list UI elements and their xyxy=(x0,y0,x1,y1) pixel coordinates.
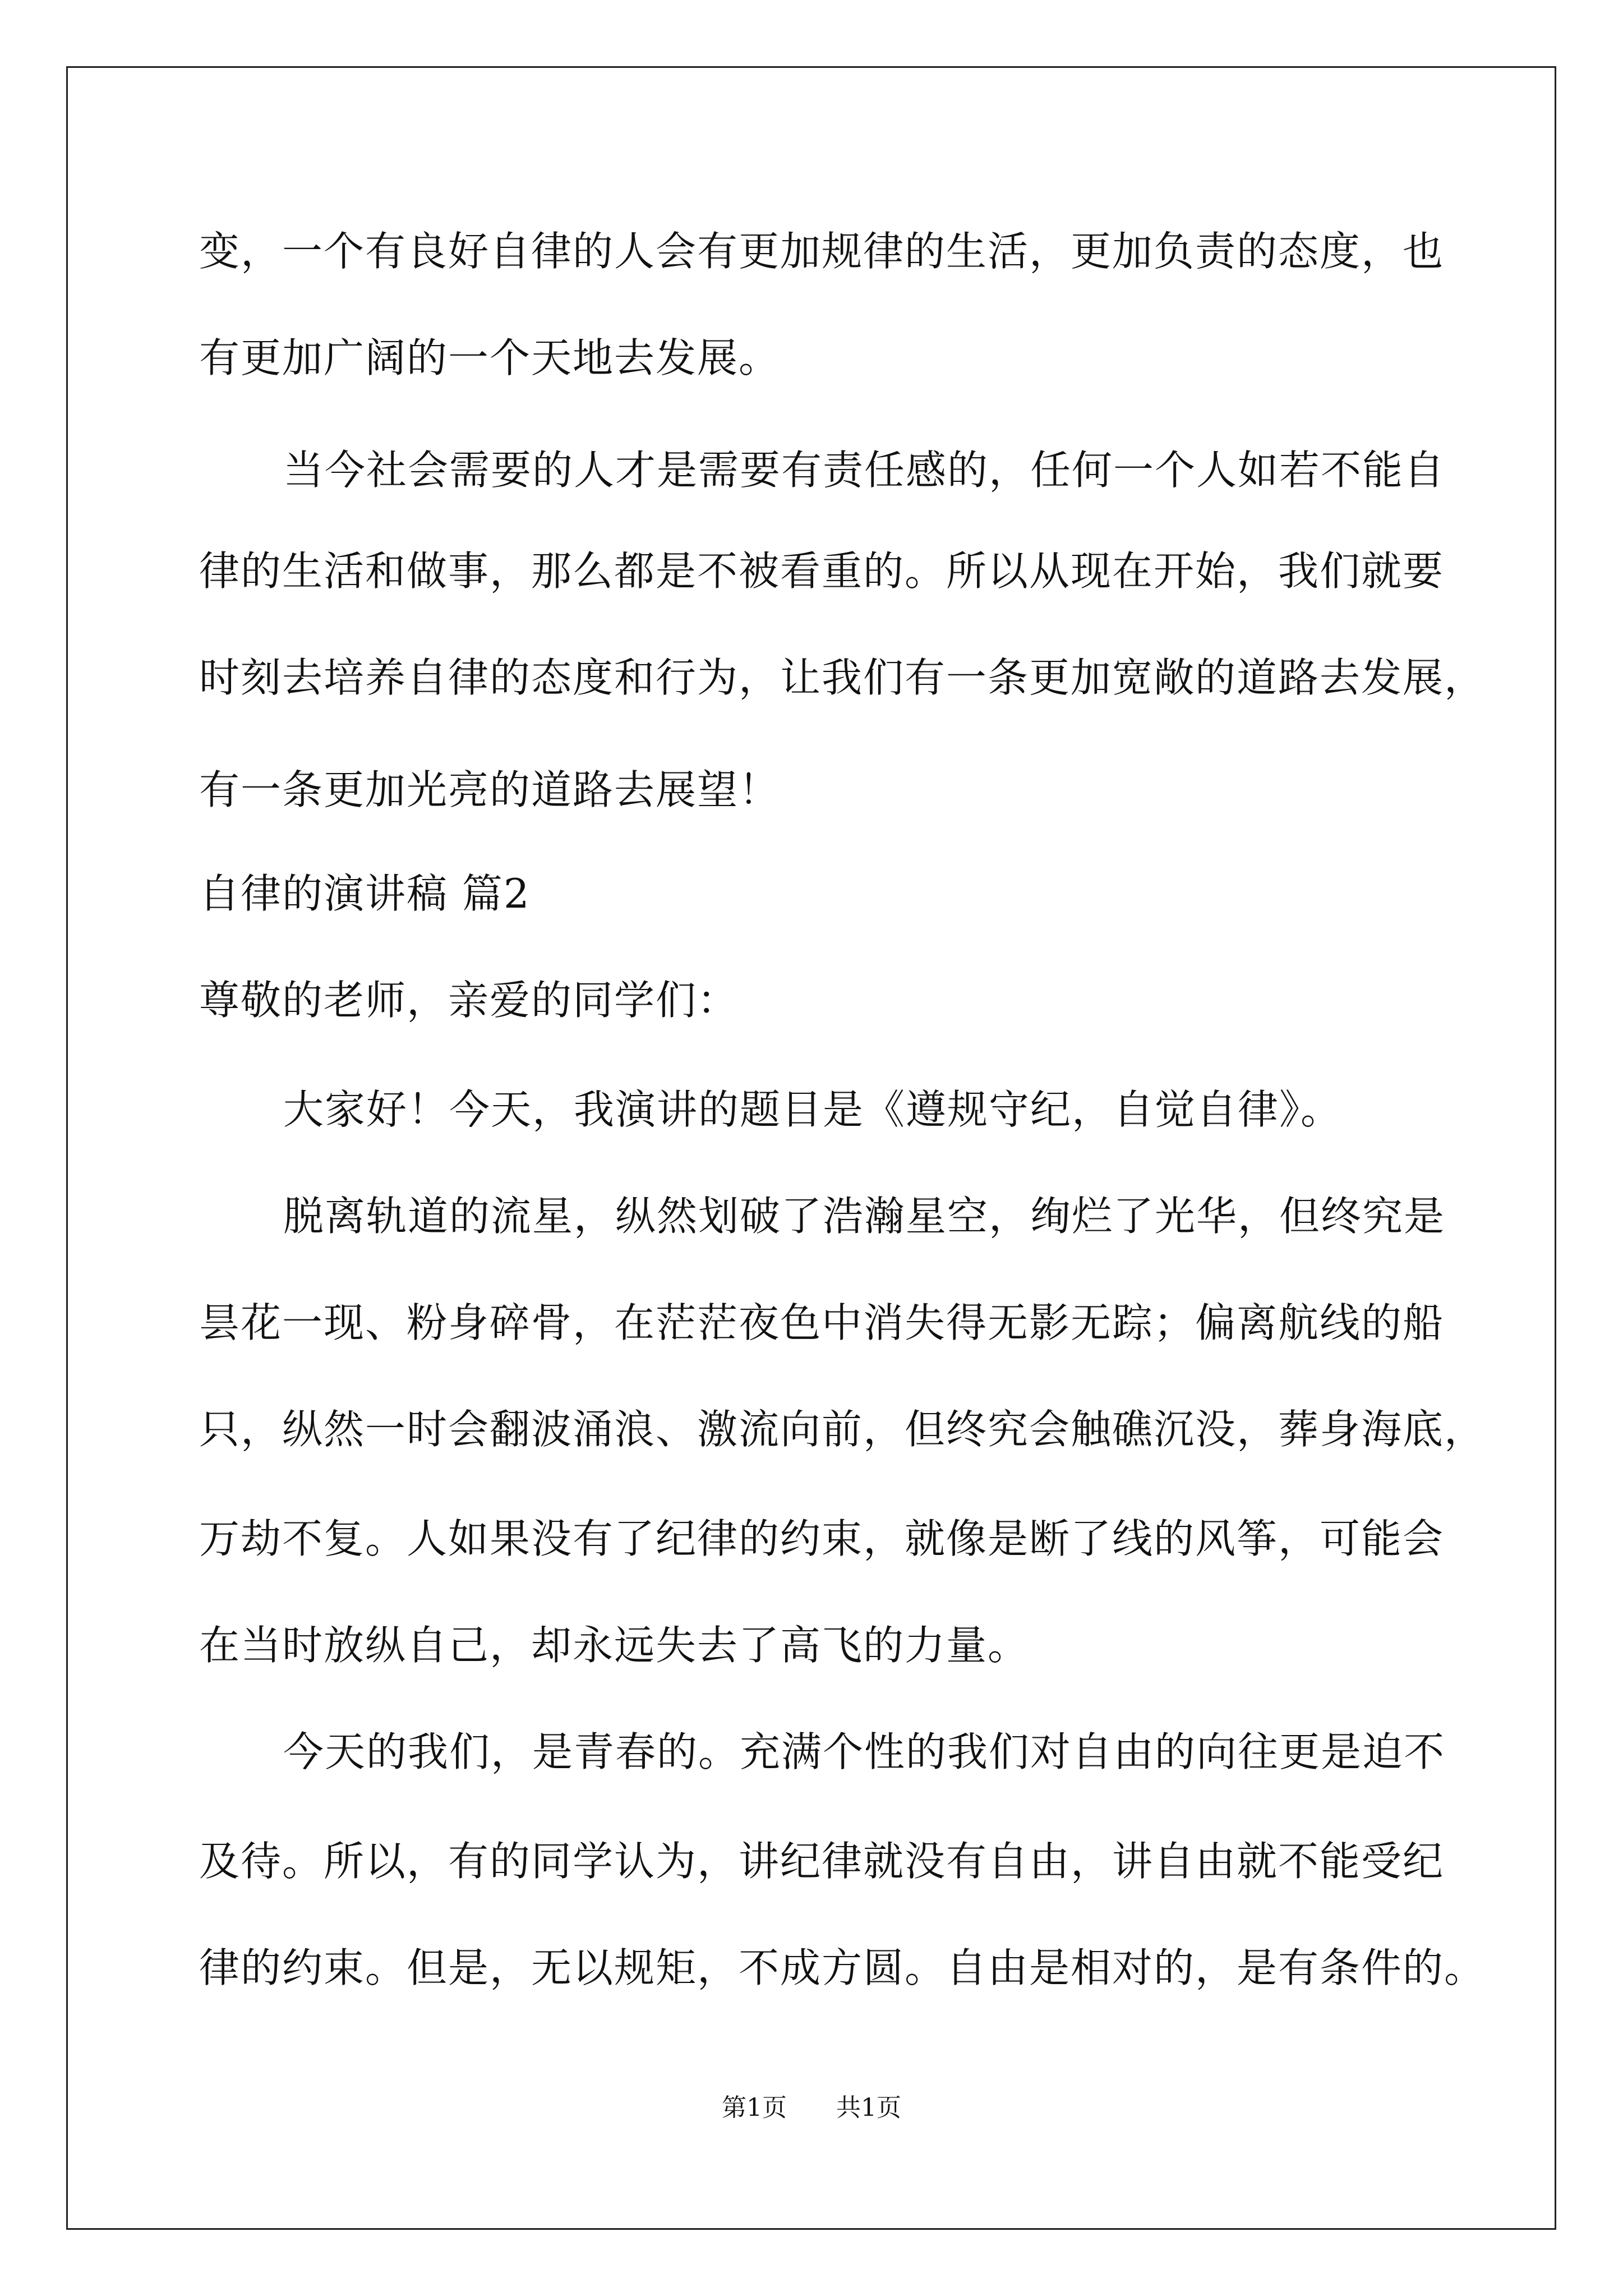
paragraph-line: 有一条更加光亮的道路去展望！ xyxy=(199,766,781,813)
paragraph-line: 有更加广阔的一个天地去发展。 xyxy=(199,334,781,381)
salutation: 尊敬的老师，亲爱的同学们： xyxy=(199,977,739,1024)
paragraph-line: 万劫不复。人如果没有了纪律的约束，就像是断了线的风筝，可能会 xyxy=(199,1515,1445,1562)
paragraph-line: 律的生活和做事，那么都是不被看重的。所以从现在开始，我们就要 xyxy=(199,547,1445,595)
page-number: 第1页 xyxy=(722,2093,787,2122)
paragraph-line: 及待。所以，有的同学认为，讲纪律就没有自由，讲自由就不能受纪 xyxy=(199,1838,1445,1885)
paragraph-line: 昙花一现、粉身碎骨，在茫茫夜色中消失得无影无踪；偏离航线的船 xyxy=(199,1299,1445,1346)
paragraph-line: 只，纵然一时会翻波涌浪、激流向前，但终究会触礁沉没，葬身海底， xyxy=(199,1406,1486,1453)
paragraph-line: 大家好！今天，我演讲的题目是《遵规守纪，自觉自律》。 xyxy=(283,1086,1343,1133)
paragraph-line: 当今社会需要的人才是需要有责任感的，任何一个人如若不能自 xyxy=(283,447,1446,494)
paragraph-line: 变，一个有良好自律的人会有更加规律的生活，更加负责的态度，也 xyxy=(199,228,1445,275)
paragraph-line: 脱离轨道的流星，纵然划破了浩瀚星空，绚烂了光华，但终究是 xyxy=(283,1193,1446,1240)
page-footer xyxy=(0,2091,1623,2125)
paragraph-line: 在当时放纵自己，却永远失去了高飞的力量。 xyxy=(199,1622,1030,1669)
paragraph-line: 今天的我们，是青春的。充满个性的我们对自由的向往更是迫不 xyxy=(283,1728,1446,1775)
paragraph-line: 时刻去培养自律的态度和行为，让我们有一条更加宽敞的道路去发展， xyxy=(199,654,1486,701)
page-frame xyxy=(66,66,1556,2230)
section-heading: 自律的演讲稿 篇2 xyxy=(199,870,531,917)
page-total: 共1页 xyxy=(836,2093,901,2122)
paragraph-line: 律的约束。但是，无以规矩，不成方圆。自由是相对的，是有条件的。 xyxy=(199,1944,1486,1991)
